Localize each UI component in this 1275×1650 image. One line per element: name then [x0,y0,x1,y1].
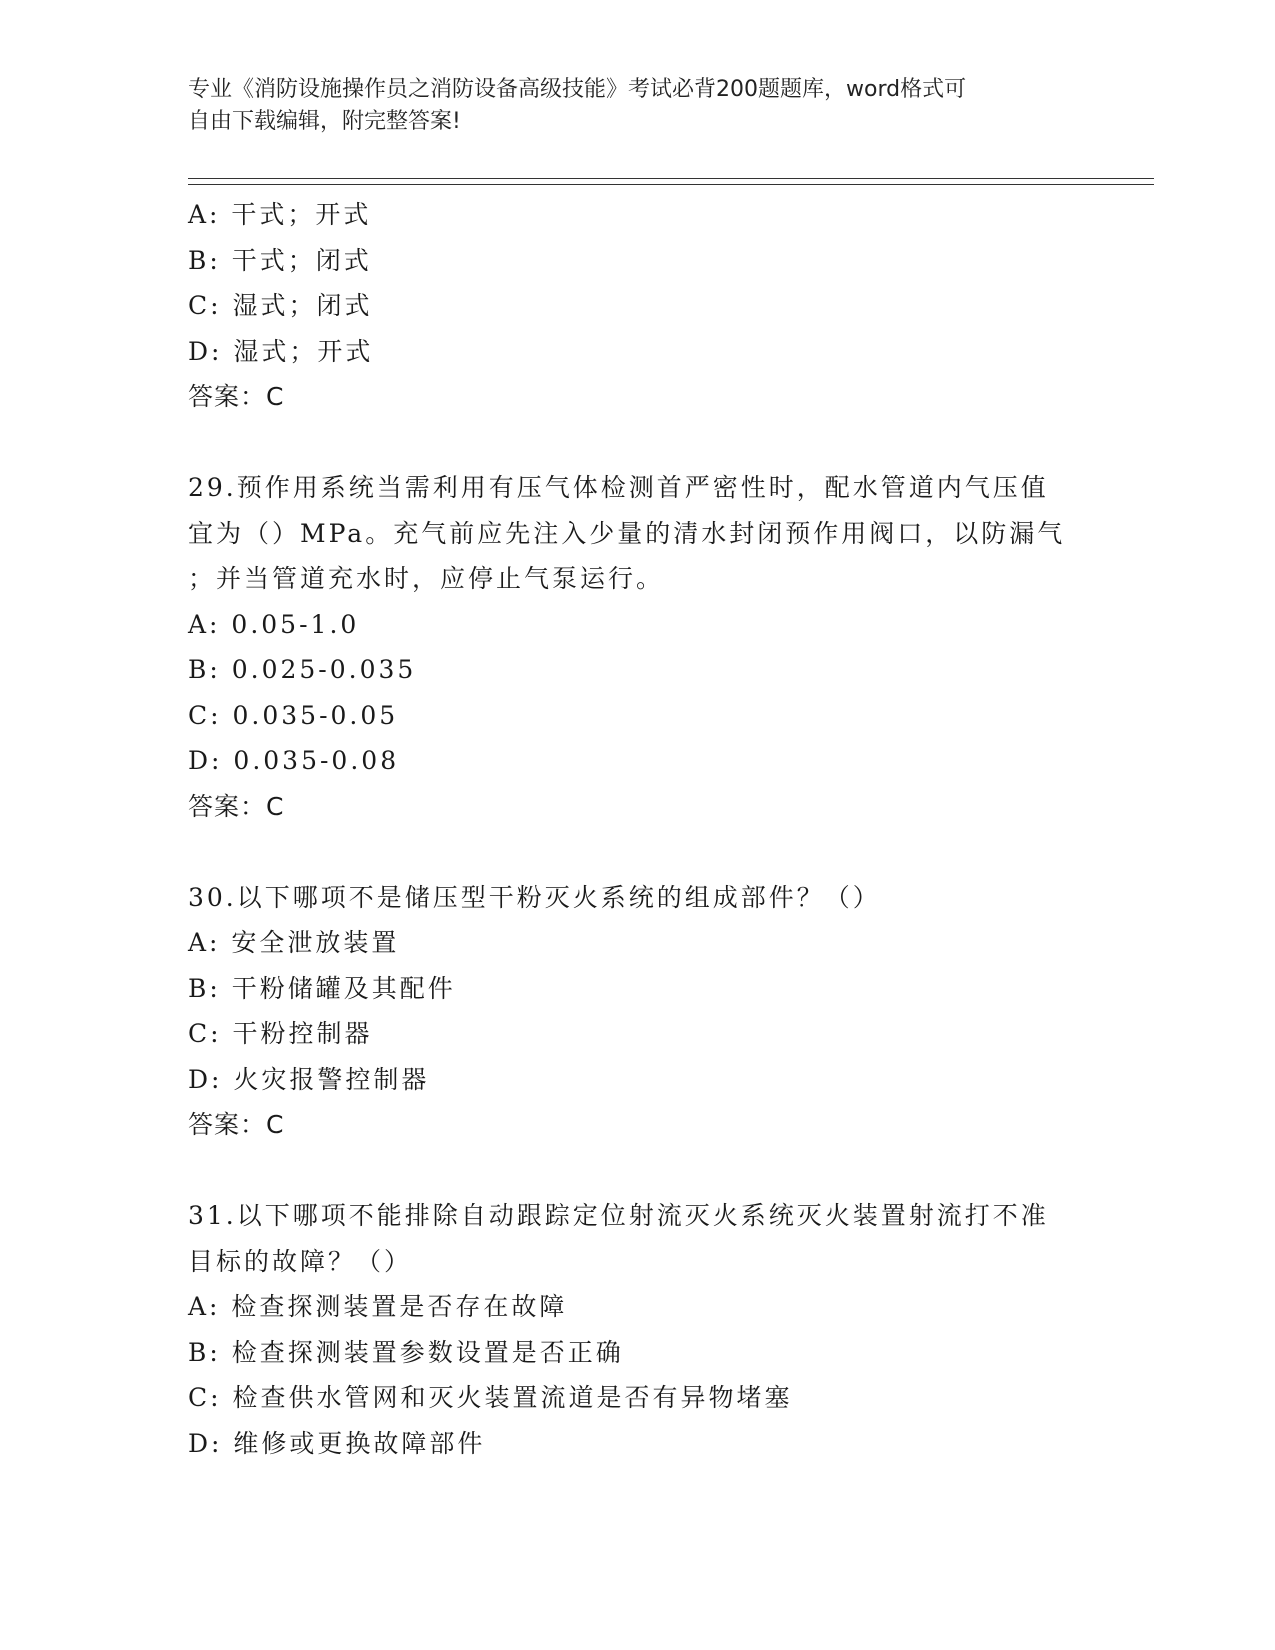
question-28-continued [188,192,1088,420]
question-stem-line: 29.预作用系统当需利用有压气体检测首严密性时，配水管道内气压值 [188,473,1049,502]
option-a: A: 检查探测装置是否存在故障 [188,1292,568,1321]
option-d: D: 维修或更换故障部件 [188,1428,486,1458]
question-stem-line: 宜为（）MPa。充气前应先注入少量的清水封闭预作用阀口，以防漏气 [188,518,1066,548]
option-c: C: 0.035-0.05 [188,700,399,730]
option-a: A: 安全泄放装置 [188,928,400,957]
option-d: D: 火灾报警控制器 [188,1064,430,1094]
header-line-2: 自由下载编辑，附完整答案! [188,109,461,134]
option-d: D: 0.035-0.08 [188,746,400,775]
question-stem-line: 31.以下哪项不能排除自动跟踪定位射流灭火系统灭火装置射流打不准 [188,1201,1049,1230]
spacer [188,420,1088,466]
header-line-1: 专业《消防设施操作员之消防设备高级技能》考试必背200题题库，word格式可 [188,77,967,102]
question-29 [188,465,1088,829]
option-a: A: 干式；开式 [188,200,372,229]
question-stem-line: ；并当管道充水时，应停止气泵运行。 [188,564,665,593]
option-c: C: 湿式；闭式 [188,291,373,320]
option-b: B: 检查探测装置参数设置是否正确 [188,1337,624,1367]
header-divider-top [188,178,1154,179]
option-b: B: 干粉储罐及其配件 [188,973,456,1003]
answer-line: 答案：C [188,791,285,821]
option-c: C: 干粉控制器 [188,1019,373,1048]
option-c: C: 检查供水管网和灭火装置流道是否有异物堵塞 [188,1383,793,1412]
question-stem-line: 目标的故障？（） [188,1246,413,1276]
answer-line: 答案：C [188,382,285,411]
question-31 [188,1193,1088,1466]
question-list [188,192,1088,1466]
option-b: B: 干式；闭式 [188,245,372,275]
option-b: B: 0.025-0.035 [188,655,417,684]
option-a: A: 0.05-1.0 [188,609,360,639]
spacer [188,829,1088,875]
question-30 [188,875,1088,1148]
option-d: D: 湿式；开式 [188,336,374,366]
header-divider-bottom [188,184,1154,185]
question-stem-line: 30.以下哪项不是储压型干粉灭火系统的组成部件？（） [188,882,881,912]
spacer [188,1148,1088,1194]
answer-line: 答案：C [188,1110,285,1139]
document-header [188,74,1088,138]
